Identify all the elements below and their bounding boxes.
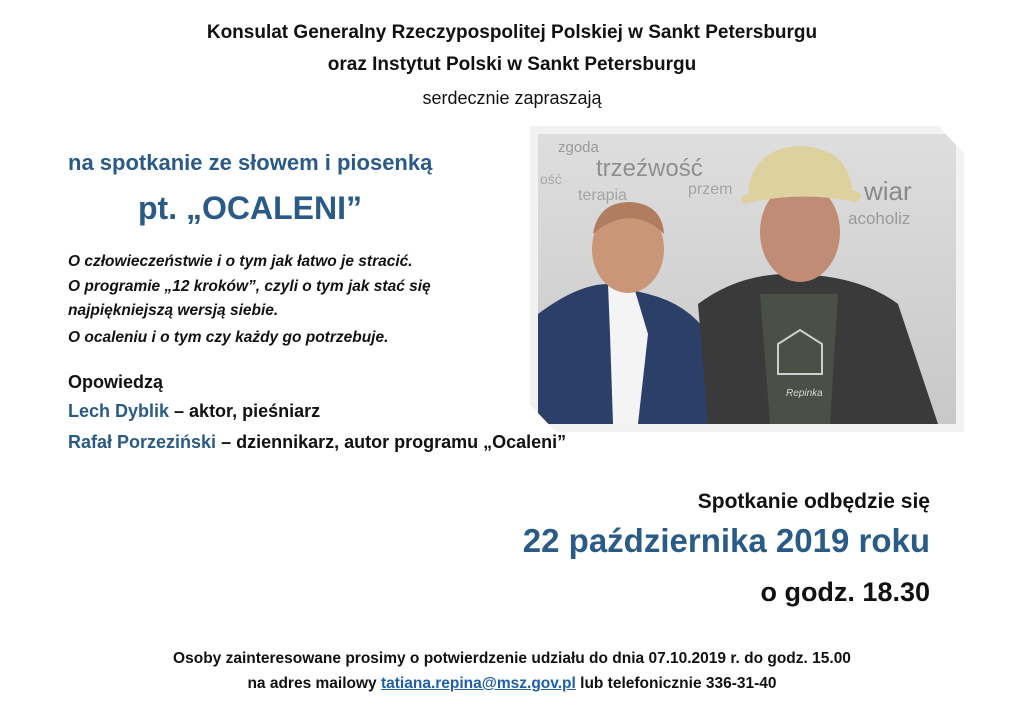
event-title: pt. „OCALENI”	[138, 190, 362, 226]
speaker-name: Lech Dyblik	[68, 401, 170, 421]
rsvp-contact-prefix: na adres mailowy	[247, 675, 381, 692]
bg-word: zgoda	[558, 139, 599, 156]
email-link[interactable]: tatiana.repina@msz.gov.pl	[380, 675, 576, 692]
rsvp-contact-suffix: lub telefonicznie 336-31-40	[575, 675, 777, 692]
description-line: O programie „12 kroków”, czyli o tym jak stać się	[68, 278, 431, 295]
bg-word: acoholiz	[848, 209, 911, 228]
header-consulate: Konsulat Generalny Rzeczypospolitej Polskiej w Sankt Petersburgu	[206, 22, 818, 43]
speaker-row	[68, 401, 320, 422]
event-time: o godz. 18.30	[760, 577, 930, 607]
event-intro: na spotkanie ze słowem i piosenką	[68, 150, 433, 175]
description-line: O człowieczeństwie i o tym jak łatwo je stracić.	[68, 253, 413, 270]
schedule-lead: Spotkanie odbędzie się	[697, 490, 930, 513]
rsvp-contact	[0, 675, 1024, 693]
header-invite: serdecznie zapraszają	[422, 88, 602, 108]
shirt-text: Repinka	[786, 388, 823, 399]
description-line: O ocaleniu i o tym czy każdy go potrzebuje.	[68, 329, 389, 346]
speaker-role: – aktor, pieśniarz	[169, 401, 321, 421]
speakers-photo-image	[538, 134, 956, 424]
bg-word: wiar	[864, 176, 912, 206]
speakers-label: Opowiedzą	[68, 372, 164, 392]
header-institute: oraz Instytut Polski w Sankt Petersburgu	[327, 54, 697, 75]
event-date: 22 października 2019 roku	[522, 522, 930, 559]
speaker-role: – dziennikarz, autor programu „Ocaleni”	[216, 432, 567, 452]
bg-word: terapia	[578, 187, 627, 204]
bg-word: przem	[688, 181, 733, 198]
bg-word: trzeźwość	[596, 155, 703, 182]
speaker-row	[68, 432, 566, 453]
description-line: najpiękniejszą wersją siebie.	[68, 302, 279, 319]
bg-word: ość	[540, 171, 562, 187]
rsvp-note: Osoby zainteresowane prosimy o potwierdzenie udziału do dnia 07.10.2019 r. do godz. 15.00	[173, 650, 851, 667]
speakers-photo	[530, 126, 964, 432]
speaker-name: Rafał Porzeziński	[68, 432, 217, 452]
